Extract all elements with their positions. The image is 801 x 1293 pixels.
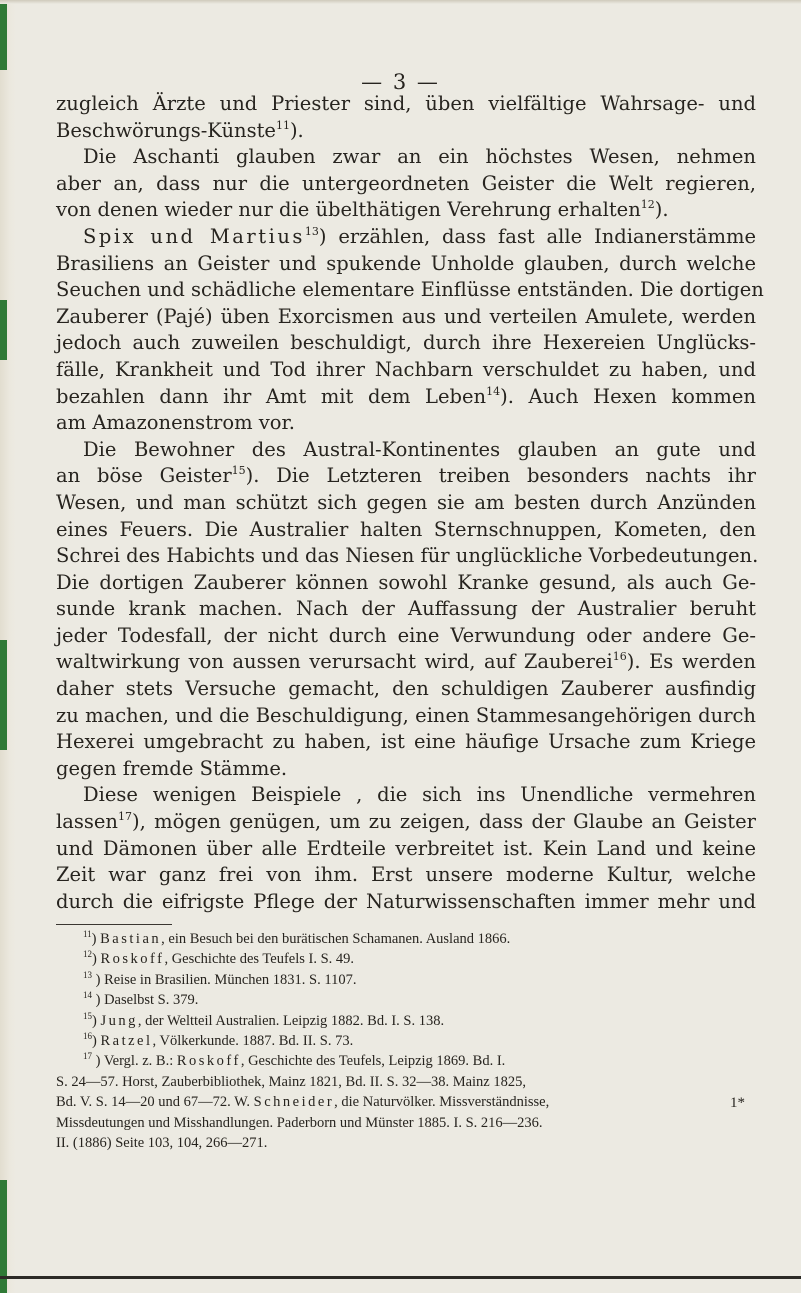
footnote-text: II. (1886) Seite 103, 104, 266—271.	[56, 1134, 268, 1151]
line-text: aber an, dass nur die untergeordneten Geister die Welt regieren,	[56, 171, 756, 195]
line-text: ). Die Letzteren treiben besonders nachts ihr	[245, 464, 756, 488]
footnote-text: , ein Besuch bei den burätischen Schamanen. Ausland 1866.	[161, 931, 511, 947]
footnote-continuation	[56, 1113, 756, 1133]
body-line	[56, 517, 756, 544]
line-text: Die Aschanti glauben zwar an ein höchstes Wesen, nehmen	[83, 145, 756, 169]
line-text: ) erzählen, dass fast alle Indianerstämme	[318, 224, 757, 248]
footnote-reference: 14	[486, 384, 501, 398]
footnote-text: ) Reise in Brasilien. München 1831. S. 1107.	[95, 971, 357, 988]
body-line	[56, 596, 756, 623]
line-text: Brasiliens an Geister und spukende Unholde glauben, durch welche	[56, 251, 756, 275]
body-line	[56, 729, 756, 756]
footnote	[56, 949, 756, 969]
body-line	[56, 277, 764, 304]
body-line	[56, 543, 759, 570]
footnote-text: , der Weltteil Australien. Leipzig 1882. Bd. I. S. 138.	[137, 1012, 445, 1029]
signature-mark: 1*	[730, 1095, 745, 1111]
footnote-text: , Völkerkunde. 1887. Bd. II. S. 73.	[152, 1032, 354, 1049]
footnote-continuation	[56, 1072, 756, 1092]
line-text: ), mögen genügen, um zu zeigen, dass der Glaube an Geister	[131, 810, 756, 834]
line-text: Seuchen und schädliche elementare Einflüsse entständen. Die dortigen	[56, 278, 764, 302]
body-line	[56, 756, 756, 783]
footnote-number: 17	[83, 1051, 92, 1062]
footnote-paren: )	[92, 951, 97, 968]
footnote-author: Roskoff	[176, 1053, 241, 1070]
line-text: Wesen, und man schützt sich gegen sie am besten durch Anzünden	[56, 490, 756, 514]
body-line	[56, 410, 756, 437]
footnote	[56, 990, 756, 1010]
footnote	[56, 929, 756, 949]
body-line	[56, 357, 756, 384]
footnote-number: 15	[83, 1010, 92, 1021]
line-text: Zauberer (Pajé) üben Exorcismen aus und verteilen Amulete, werden	[56, 304, 756, 328]
line-text: fälle, Krankheit und Tod ihrer Nachbarn verschuldet zu haben, und	[56, 357, 756, 381]
footnote	[56, 1051, 756, 1071]
line-text: von denen wieder nur die übelthätigen Verehrung erhalten	[56, 198, 641, 222]
footnote-reference: 13	[304, 224, 319, 238]
line-text: Hexerei umgebracht zu haben, ist eine häufige Ursache zum Kriege	[56, 730, 756, 754]
line-text: lassen	[56, 810, 118, 834]
footnote-number: 12	[83, 949, 92, 960]
body-line	[56, 782, 756, 809]
footnote-text: , Geschichte des Teufels I. S. 49.	[164, 951, 355, 968]
line-text: jedoch auch zuweilen beschuldigt, durch ihre Hexereien Unglücks-	[56, 331, 756, 355]
footnote-text: , die Naturvölker. Missverständnisse,	[334, 1094, 550, 1111]
footnote-continuation	[56, 1133, 756, 1153]
line-text: daher stets Versuche gemacht, den schuldigen Zauberer ausfindig	[56, 677, 756, 701]
line-text: gegen fremde Stämme.	[56, 756, 288, 780]
body-line	[56, 570, 756, 597]
footnote-reference: 16	[612, 650, 627, 664]
line-text: am Amazonenstrom vor.	[56, 411, 295, 435]
footnote-continuation	[56, 1092, 756, 1112]
line-text: an böse Geister	[56, 464, 232, 488]
body-line	[56, 649, 756, 676]
body-line	[56, 384, 756, 411]
body-line	[56, 463, 756, 490]
footnote-reference: 11	[275, 118, 290, 132]
footnote-reference: 17	[117, 810, 132, 824]
body-line	[56, 836, 756, 863]
author-name: Spix und Martius	[83, 224, 305, 248]
body-line	[56, 703, 756, 730]
footnote-paren: )	[92, 1012, 97, 1029]
line-text: ).	[654, 198, 669, 222]
footnote-author: Bastian	[100, 931, 162, 947]
body-line	[56, 197, 756, 224]
footnote-text: , Geschichte des Teufels, Leipzig 1869. Bd. I.	[240, 1053, 506, 1070]
footnote-reference: 15	[231, 464, 246, 478]
line-text: Schrei des Habichts und das Niesen für unglückliche Vorbedeutungen.	[56, 544, 759, 568]
footnote-text: S. 24—57. Horst, Zauberbibliothek, Mainz 1821, Bd. II. S. 32—38. Mainz 1825,	[56, 1073, 526, 1090]
footnote-paren: )	[91, 931, 97, 947]
footnote-separator	[56, 924, 172, 925]
body-line	[56, 171, 756, 198]
line-text: sunde krank machen. Nach der Auffassung der Australier beruht	[56, 597, 756, 621]
line-text: ). Auch Hexen kommen	[500, 384, 756, 408]
body-line	[56, 809, 756, 836]
line-text: durch die eifrigste Pflege der Naturwissenschaften immer mehr und	[56, 889, 756, 913]
line-text: Die Bewohner des Austral-Kontinentes glauben an gute und	[83, 437, 756, 461]
body-line	[56, 118, 756, 145]
line-text: waltwirkung von aussen verursacht wird, auf Zauberei	[56, 650, 613, 674]
footnote-text: ) Daselbst S. 379.	[95, 992, 199, 1009]
body-line	[56, 304, 756, 331]
body-line	[56, 224, 756, 251]
footnote	[56, 1011, 756, 1031]
line-text: zu machen, und die Beschuldigung, einen Stammesangehörigen durch	[56, 703, 756, 727]
footnote-author: Schneider	[253, 1094, 335, 1111]
line-text: bezahlen dann ihr Amt mit dem Leben	[56, 384, 487, 408]
body-line	[56, 251, 756, 278]
footnote-paren: )	[92, 1032, 97, 1049]
footnote-reference: 12	[640, 198, 655, 212]
line-text: zugleich Ärzte und Priester sind, üben vielfältige Wahrsage- und	[56, 92, 756, 115]
footnote-author: Ratzel	[100, 1032, 153, 1049]
footnote-author: Jung	[100, 1012, 138, 1029]
footnote-text: Missdeutungen und Misshandlungen. Paderborn und Münster 1885. I. S. 216—236.	[56, 1114, 543, 1131]
book-spine-edge	[0, 0, 16, 1293]
body-line	[56, 623, 756, 650]
footnote	[56, 1031, 756, 1051]
body-line	[56, 91, 756, 118]
body-line	[56, 330, 756, 357]
footnote-number: 16	[83, 1030, 92, 1041]
body-line	[56, 490, 756, 517]
page-top-shadow	[0, 0, 801, 4]
page-number: — 3 —	[361, 70, 440, 94]
body-line	[56, 889, 756, 916]
line-text: ).	[289, 118, 304, 142]
line-text: Die dortigen Zauberer können sowohl Kranke gesund, als auch Ge-	[56, 570, 756, 594]
footnote	[56, 970, 756, 990]
footnote-text: ) Vergl. z. B.:	[95, 1053, 177, 1070]
page-bottom-edge	[0, 1276, 801, 1279]
body-line	[56, 144, 756, 171]
body-line	[56, 437, 756, 464]
line-text: jeder Todesfall, der nicht durch eine Verwundung oder andere Ge-	[56, 623, 756, 647]
body-line	[56, 676, 756, 703]
line-text: ). Es werden	[626, 650, 756, 674]
line-text: Zeit war ganz frei von ihm. Erst unsere moderne Kultur, welche	[56, 863, 756, 887]
footnote-number: 11	[83, 929, 92, 939]
footnotes	[56, 929, 756, 1153]
footnote-text: Bd. V. S. 14—20 und 67—72. W.	[56, 1094, 254, 1111]
body-line	[56, 862, 756, 889]
line-text: Beschwörungs-Künste	[56, 118, 276, 142]
body-text	[56, 91, 764, 915]
line-text: eines Feuers. Die Australier halten Sternschnuppen, Kometen, den	[56, 517, 756, 541]
line-text: und Dämonen über alle Erdteile verbreitet ist. Kein Land und keine	[56, 836, 756, 860]
footnote-author: Roskoff	[100, 951, 165, 968]
footnote-number: 13	[83, 969, 92, 980]
footnote-number: 14	[83, 990, 92, 1001]
line-text: Diese wenigen Beispiele , die sich ins Unendliche vermehren	[83, 783, 756, 807]
